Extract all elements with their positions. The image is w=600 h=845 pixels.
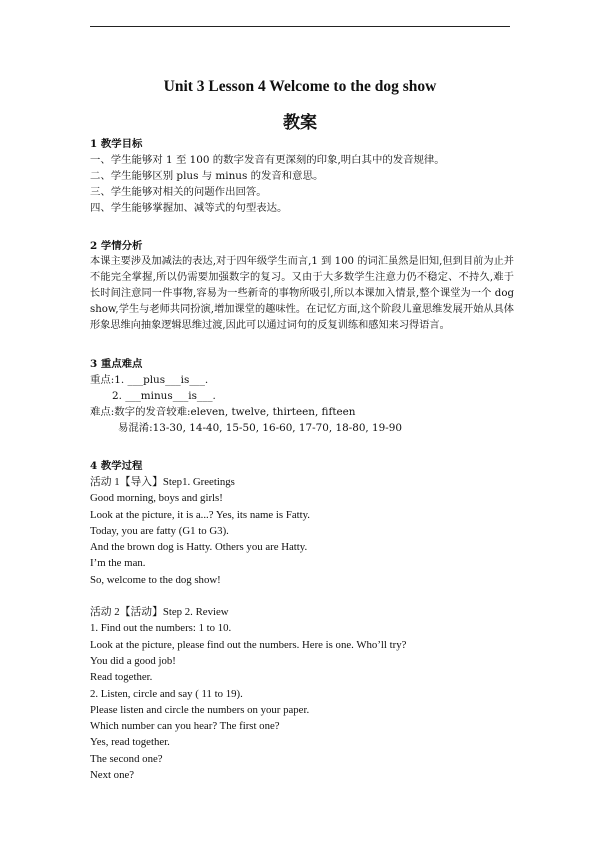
key-point-line: 重点:1. ___plus___is___. [90, 374, 209, 386]
section-heading: 1 教学目标 [90, 138, 143, 150]
activity-line: Which number can you hear? The first one? [90, 720, 280, 733]
objective-line: 三、学生能够对相关的问题作出回答。 [90, 186, 267, 198]
activity-line: Good morning, boys and girls! [90, 492, 223, 505]
activity-title: 活动 2【活动】Step 2. Review [90, 606, 229, 619]
section-analysis [90, 238, 514, 334]
activity-line: Please listen and circle the numbers on your paper. [90, 703, 310, 716]
activity-line: Next one? [90, 769, 135, 782]
document-subtitle: 教案 [283, 113, 317, 133]
activity-line: 1. Find out the numbers: 1 to 10. [90, 622, 232, 635]
activity-line: Look at the picture, it is a...? Yes, its name is Fatty. [90, 508, 311, 521]
activity-line: You did a good job! [90, 654, 176, 667]
section-objectives [90, 136, 514, 216]
objective-line: 一、学生能够对 1 至 100 的数字发音有更深刻的印象,明白其中的发音规律。 [90, 154, 445, 166]
difficulty-line: 难点:数字的发音较难:eleven, twelve, thirteen, fifteen [90, 406, 356, 418]
activity-line: Look at the picture, please find out the numbers. Here is one. Who’ll try? [90, 638, 407, 651]
activity-line: Read together. [90, 671, 153, 684]
activity-title: 活动 1【导入】Step1. Greetings [90, 476, 235, 488]
section-heading: 2 学情分析 [90, 240, 143, 252]
objective-line: 四、学生能够掌握加、减等式的句型表达。 [90, 202, 288, 214]
activity-line: 2. Listen, circle and say ( 11 to 19). [90, 687, 243, 700]
analysis-paragraph: 本课主要涉及加减法的表达,对于四年级学生而言,1 到 100 的词汇虽然是旧知,但到目前为止并不能完全掌握,所以仍需要加强数字的复习。又由于大多数学生注意力仍不稳定、不持久,难于长时间注意同一件事物,容易为一些新奇的事物所吸引,所以本课加入情景,整个课堂为一个 dog show,学生与老师共同扮演,增加课堂的趣味性。在记忆方面,这个阶段儿童思维发展开始从具体形象思维向抽象逻辑思维过渡,因此可以通过词句的反复训练和感知来习得语言。 [90, 256, 514, 331]
document-title: Unit 3 Lesson 4 Welcome to the dog show [163, 78, 437, 95]
document-body [90, 136, 514, 793]
section-heading: 4 教学过程 [90, 460, 143, 472]
activity-line: And the brown dog is Hatty. Others you are Hatty. [90, 541, 308, 554]
section-key-points [90, 356, 514, 436]
activity-line: Yes, read together. [90, 736, 170, 749]
section-process [90, 458, 514, 783]
key-point-line: 2. ___minus___is___. [112, 390, 216, 402]
activity-line: The second one? [90, 752, 163, 765]
header-rule [90, 26, 510, 27]
objective-line: 二、学生能够区别 plus 与 minus 的发音和意思。 [90, 170, 324, 182]
activity-line: Today, you are fatty (G1 to G3). [90, 524, 229, 537]
confusion-line: 易混淆:13-30, 14-40, 15-50, 16-60, 17-70, 18-80, 19-90 [118, 422, 402, 434]
activity-line: So, welcome to the dog show! [90, 573, 221, 586]
activity-line: I’m the man. [90, 557, 146, 570]
section-heading: 3 重点难点 [90, 358, 143, 370]
